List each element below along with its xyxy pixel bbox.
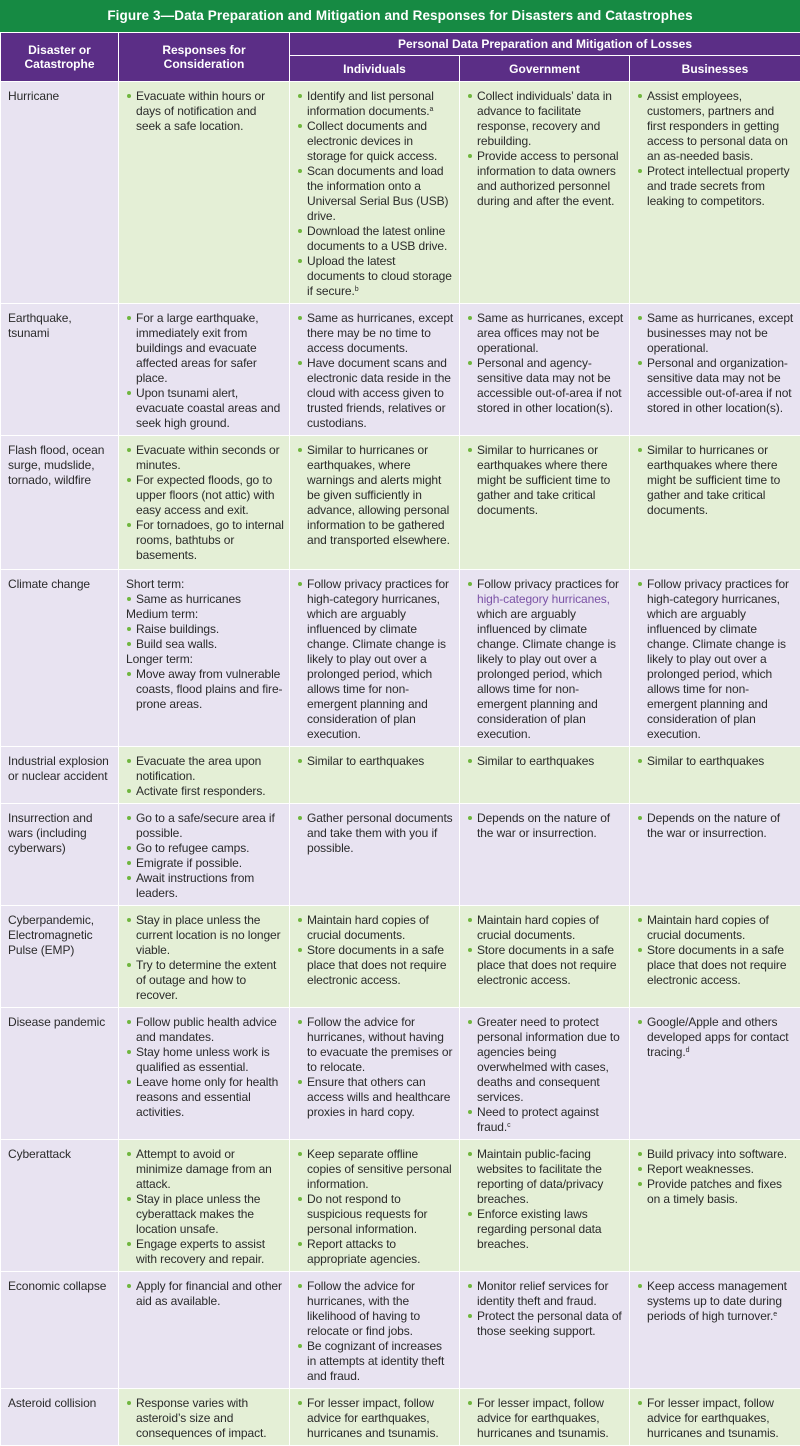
responses-list [126,811,284,901]
list-item-text: Download the latest online documents to a USB drive. [307,224,447,253]
list-item-text: Apply for financial and other aid as available. [136,1279,282,1308]
list-item [126,1192,284,1237]
list-item-text: Have document scans and electronic data reside in the cloud with access given to trusted friends, relatives or custodians. [307,356,451,430]
responses-cell [119,570,290,747]
list-item-text: Same as hurricanes, except there may be no time to access documents. [307,311,453,355]
list-item-text: For expected floods, go to upper floors (not attic) with easy access and exit. [136,473,275,517]
list-item [297,1237,454,1267]
table-row [1,1008,800,1140]
disaster-cell: Earthquake, tsunami [1,304,119,436]
disaster-cell: Insurrection and wars (including cyberwars) [1,804,119,906]
disaster-cell: Economic collapse [1,1272,119,1389]
list-item-text: Follow privacy practices for high-category hurricanes, which are arguably influenced by climate change. Climate change is likely to play out over a prolonged period, which allows time for non-emergent planning and consideration of plan execution. [647,577,789,741]
individuals-list [297,311,454,431]
list-item [467,311,624,356]
government-list [467,311,624,416]
list-item [126,841,284,856]
list-item [637,1279,795,1324]
list-item-text: Similar to hurricanes or earthquakes where there might be sufficient time to gather and take critical documents. [477,443,610,517]
list-item-text: Emigrate if possible. [136,856,242,870]
header-government: Government [460,56,630,82]
list-item-text: Activate first responders. [136,784,265,798]
individuals-cell [290,82,460,304]
responses-list [126,913,284,1003]
responses-cell [119,1389,290,1446]
list-item [637,1177,795,1207]
list-item [467,1105,624,1135]
list-item-text: Same as hurricanes, except businesses may not be operational. [647,311,793,355]
government-cell [460,1272,630,1389]
list-item [467,1279,624,1309]
list-item-text: Similar to hurricanes or earthquakes where there might be sufficient time to gather and take critical documents. [647,443,780,517]
list-item [467,811,624,841]
government-cell [460,570,630,747]
table-row [1,804,800,906]
list-item [467,1015,624,1105]
list-item [126,443,284,473]
list-item-text: Evacuate within seconds or minutes. [136,443,279,472]
list-item-text: Follow privacy practices for high-category hurricanes, which are arguably influenced by climate change. Climate change is likely to play out over a prolonged period, which allows time for non-emergent planning and consideration of plan execution. [307,577,449,741]
list-item-text: Do not respond to suspicious requests for personal information. [307,1192,427,1236]
responses-cell [119,747,290,804]
list-item [297,119,454,164]
list-item [297,254,454,299]
list-item-text: Store documents in a safe place that does not require electronic access. [307,943,446,987]
header-individuals: Individuals [290,56,460,82]
list-item [126,1075,284,1120]
government-list [467,754,624,769]
government-cell [460,1140,630,1272]
footnote-marker: e [773,1311,777,1318]
businesses-list [637,1147,795,1207]
list-item [637,164,795,209]
list-item-text: Store documents in a safe place that does not require electronic access. [647,943,786,987]
individuals-cell [290,1272,460,1389]
list-item: Move away from vulnerable coasts, flood plains and fire-prone areas. [126,667,284,712]
list-item [637,1396,795,1441]
list-item [297,356,454,431]
disaster-cell: Cyberpandemic, Electromagnetic Pulse (EMP) [1,906,119,1008]
list-item [467,356,624,416]
list-item-text: Collect individuals’ data in advance to facilitate response, recovery and rebuilding. [477,89,612,148]
list-item-text: Stay in place unless the cyberattack makes the location unsafe. [136,1192,260,1236]
list-item [297,577,454,742]
government-list [467,1396,624,1441]
disaster-cell: Climate change [1,570,119,747]
table-row [1,1389,800,1446]
list-item [297,943,454,988]
businesses-cell [630,747,800,804]
individuals-list [297,1279,454,1384]
list-item [637,913,795,943]
businesses-list [637,1279,795,1324]
list-item [467,577,624,742]
list-item: Build sea walls. [126,637,284,652]
list-item-text: Same as hurricanes, except area offices may not be operational. [477,311,623,355]
government-list [467,811,624,841]
list-item [297,1279,454,1339]
list-item-text: Google/Apple and others developed apps for contact tracing. [647,1015,789,1059]
businesses-list [637,577,795,742]
list-item-text: Attempt to avoid or minimize damage from an attack. [136,1147,272,1191]
list-item [467,443,624,518]
list-item-text: Protect intellectual property and trade secrets from leaking to competitors. [647,164,790,208]
responses-list [126,311,284,431]
table-body [1,82,800,1446]
individuals-list [297,443,454,548]
government-cell [460,1008,630,1140]
businesses-list [637,754,795,769]
list-item-text: Await instructions from leaders. [136,871,254,900]
list-item [467,1207,624,1252]
list-item-text: Depends on the nature of the war or insurrection. [647,811,780,840]
government-cell [460,436,630,570]
list-item [637,311,795,356]
individuals-cell [290,1008,460,1140]
list-item-text: Similar to hurricanes or earthquakes, where warnings and alerts might be given sufficiently in advance, allowing personal information to be gathered and transported elsewhere. [307,443,450,547]
government-cell [460,747,630,804]
responses-list [126,443,284,563]
list-item [126,856,284,871]
list-item-text: Upon tsunami alert, evacuate coastal areas and seek high ground. [136,386,280,430]
footnote-marker: b [355,286,359,293]
businesses-cell [630,1389,800,1446]
list-item [297,754,454,769]
businesses-cell [630,82,800,304]
responses-cell [119,804,290,906]
government-list [467,1015,624,1135]
government-cell [460,906,630,1008]
list-item-text: For lesser impact, follow advice for earthquakes, hurricanes and tsunamis. [647,1396,779,1440]
government-list [467,1279,624,1339]
businesses-cell [630,804,800,906]
list-item-text: Keep separate offline copies of sensitive personal information. [307,1147,452,1191]
government-list [467,443,624,518]
list-item [467,1147,624,1207]
list-item [126,1396,284,1441]
term-label: Medium term: [126,607,284,622]
footnote-marker: a [430,106,434,113]
individuals-list [297,913,454,988]
list-item-text: Maintain hard copies of crucial documents. [307,913,429,942]
list-item [126,871,284,901]
businesses-list [637,311,795,416]
list-item [126,958,284,1003]
responses-cell [119,1008,290,1140]
list-item-text: Protect the personal data of those seeking support. [477,1309,622,1338]
list-item-text: Follow the advice for hurricanes, with the likelihood of having to relocate or find jobs. [307,1279,420,1338]
list-item [297,89,454,119]
list-item-text: Store documents in a safe place that does not require electronic access. [477,943,616,987]
disaster-cell: Disease pandemic [1,1008,119,1140]
individuals-list [297,1015,454,1120]
businesses-cell [630,1272,800,1389]
list-item-text: For tornadoes, go to internal rooms, bathtubs or basements. [136,518,284,562]
list-item-text: Keep access management systems up to date during periods of high turnover. [647,1279,787,1323]
individuals-cell [290,906,460,1008]
list-item-text: Go to a safe/secure area if possible. [136,811,275,840]
table-row [1,82,800,304]
header-responses: Responses for Consideration [119,33,290,82]
individuals-list [297,89,454,299]
list-item-text: Monitor relief services for identity theft and fraud. [477,1279,608,1308]
responses-list [126,89,284,134]
list-item [637,89,795,164]
list-item [297,224,454,254]
list-item [467,943,624,988]
list-item [637,577,795,742]
list-item [297,443,454,548]
list-item [297,811,454,856]
responses-cell [119,436,290,570]
list-item [297,1192,454,1237]
list-item-text: Be cognizant of increases in attempts at identity theft and fraud. [307,1339,444,1383]
list-item-text: Scan documents and load the information onto a Universal Serial Bus (USB) drive. [307,164,448,223]
list-item-text: Personal and organization-sensitive data may not be accessible out-of-area if not stored in other location(s). [647,356,792,415]
list-item [637,811,795,841]
businesses-list [637,443,795,518]
government-cell [460,304,630,436]
list-item-text: Maintain hard copies of crucial documents. [477,913,599,942]
list-item [637,754,795,769]
list-item [126,754,284,784]
list-item [637,943,795,988]
responses-list [126,1396,284,1441]
disaster-cell: Hurricane [1,82,119,304]
list-item [297,1075,454,1120]
list-item [126,311,284,386]
disaster-table [0,32,800,1446]
list-item-text: Build privacy into software. [647,1147,787,1161]
list-item [297,1396,454,1441]
list-item-text: Evacuate the area upon notification. [136,754,261,783]
list-item [637,1162,795,1177]
disaster-cell: Industrial explosion or nuclear accident [1,747,119,804]
list-item-text: Follow the advice for hurricanes, without having to evacuate the premises or to relocate. [307,1015,452,1074]
highlighted-text: high-category hurricanes, [477,592,610,606]
list-item [467,1396,624,1441]
list-item: Same as hurricanes [126,592,284,607]
list-item [126,386,284,431]
businesses-cell [630,1140,800,1272]
businesses-list [637,1015,795,1060]
list-item-text: Depends on the nature of the war or insurrection. [477,811,610,840]
responses-list [126,1279,284,1309]
disaster-cell: Flash flood, ocean surge, mudslide, tornado, wildfire [1,436,119,570]
list-item-text: Assist employees, customers, partners and first responders in getting access to personal data on an as-needed basis. [647,89,788,163]
businesses-list [637,913,795,988]
government-list [467,89,624,209]
individuals-list [297,577,454,742]
businesses-cell [630,906,800,1008]
table-row [1,304,800,436]
list-item-text: For lesser impact, follow advice for earthquakes, hurricanes and tsunamis. [477,1396,609,1440]
list-item-text: Evacuate within hours or days of notification and seek a safe location. [136,89,265,133]
header-businesses: Businesses [630,56,800,82]
businesses-cell [630,570,800,747]
table-row [1,747,800,804]
list-item-text: Follow public health advice and mandates. [136,1015,277,1044]
list-item [467,1309,624,1339]
term-label: Longer term: [126,652,284,667]
responses-list [126,754,284,799]
list-item-text: Upload the latest documents to cloud storage if secure. [307,254,452,298]
list-item [637,356,795,416]
individuals-cell [290,1389,460,1446]
list-item [467,149,624,209]
list-item [637,443,795,518]
list-item-text: Gather personal documents and take them with you if possible. [307,811,453,855]
list-item [126,1147,284,1192]
list-item [126,784,284,799]
list-item-text: Follow privacy practices for [477,577,619,591]
government-list [467,1147,624,1252]
businesses-cell [630,436,800,570]
list-item [126,1279,284,1309]
list-item [297,164,454,224]
list-item [467,913,624,943]
list-item [467,754,624,769]
term-label: Short term: [126,577,284,592]
individuals-cell [290,304,460,436]
list-item-text: Similar to earthquakes [647,754,764,768]
table-header [1,33,800,82]
individuals-cell [290,436,460,570]
list-item-text: Identify and list personal information documents. [307,89,434,118]
list-item [126,913,284,958]
list-item-text: Stay in place unless the current location is no longer viable. [136,913,281,957]
table-row [1,1272,800,1389]
list-item-text: Personal and agency-sensitive data may not be accessible out-of-area if not stored in other location(s). [477,356,622,415]
list-item-text: Similar to earthquakes [307,754,424,768]
list-item-text: Similar to earthquakes [477,754,594,768]
list-item [126,518,284,563]
responses-cell [119,82,290,304]
government-cell [460,804,630,906]
header-personal-data-group: Personal Data Preparation and Mitigation of Losses [290,33,800,56]
government-cell [460,1389,630,1446]
table-row [1,1140,800,1272]
list-item-text: Greater need to protect personal information due to agencies being overwhelmed with cases, deaths and consequent services. [477,1015,620,1104]
list-item-text: For lesser impact, follow advice for earthquakes, hurricanes and tsunamis. [307,1396,439,1440]
list-item [637,1147,795,1162]
responses-cell [119,1140,290,1272]
list-item-text: For a large earthquake, immediately exit from buildings and evacuate affected areas for safer place. [136,311,258,385]
list-item-text: Provide access to personal information to data owners and authorized personnel during and after the event. [477,149,618,208]
figure-title: Figure 3—Data Preparation and Mitigation and Responses for Disasters and Catastrophes [0,0,800,32]
list-item-text: which are arguably influenced by climate change. Climate change is likely to play out over a prolonged period, which allows time for non-emergent planning and consideration of plan execution. [477,607,616,741]
list-item-text: Response varies with asteroid’s size and consequences of impact. [136,1396,266,1440]
individuals-cell [290,747,460,804]
individuals-list [297,1147,454,1267]
government-cell [460,82,630,304]
responses-cell [119,1272,290,1389]
government-list [467,913,624,988]
individuals-list [297,811,454,856]
list-item [126,473,284,518]
list-item-text: Maintain hard copies of crucial documents. [647,913,769,942]
list-item-text: Provide patches and fixes on a timely basis. [647,1177,782,1206]
businesses-cell [630,304,800,436]
header-disaster: Disaster or Catastrophe [1,33,119,82]
list-item [126,1045,284,1075]
list-item [297,913,454,943]
table-row [1,436,800,570]
list-item-text: Ensure that others can access wills and healthcare proxies in hard copy. [307,1075,450,1119]
individuals-cell [290,1140,460,1272]
list-item-text: Leave home only for health reasons and essential activities. [136,1075,278,1119]
list-item-text: Try to determine the extent of outage and how to recover. [136,958,276,1002]
table-row [1,906,800,1008]
businesses-cell [630,1008,800,1140]
responses-cell [119,906,290,1008]
list-item-text: Stay home unless work is qualified as essential. [136,1045,270,1074]
responses-list [126,1015,284,1120]
responses-cell [119,304,290,436]
list-item: Raise buildings. [126,622,284,637]
responses-list [126,577,284,712]
list-item [637,1015,795,1060]
businesses-list [637,89,795,209]
table-row [1,570,800,747]
footnote-marker: c [507,1122,510,1129]
individuals-list [297,1396,454,1441]
list-item [126,1015,284,1045]
businesses-list [637,811,795,841]
list-item [126,811,284,841]
individuals-list [297,754,454,769]
list-item [126,1237,284,1267]
list-item-text: Enforce existing laws regarding personal data breaches. [477,1207,601,1251]
list-item [126,89,284,134]
individuals-cell [290,804,460,906]
list-item [297,1015,454,1075]
list-item-text: Collect documents and electronic devices in storage for quick access. [307,119,437,163]
list-item-text: Engage experts to assist with recovery and repair. [136,1237,265,1266]
list-item-text: Need to protect against fraud. [477,1105,599,1134]
list-item-text: Report weaknesses. [647,1162,754,1176]
government-list [467,577,624,742]
list-item [297,311,454,356]
list-item [297,1339,454,1384]
list-item-text: Maintain public-facing websites to facilitate the reporting of data/privacy breaches. [477,1147,603,1206]
disaster-cell: Asteroid collision [1,1389,119,1446]
footnote-marker: d [686,1047,690,1054]
businesses-list [637,1396,795,1441]
list-item [297,1147,454,1192]
list-item-text: Report attacks to appropriate agencies. [307,1237,420,1266]
list-item [467,89,624,149]
individuals-cell [290,570,460,747]
disaster-cell: Cyberattack [1,1140,119,1272]
responses-list [126,1147,284,1267]
list-item-text: Go to refugee camps. [136,841,249,855]
